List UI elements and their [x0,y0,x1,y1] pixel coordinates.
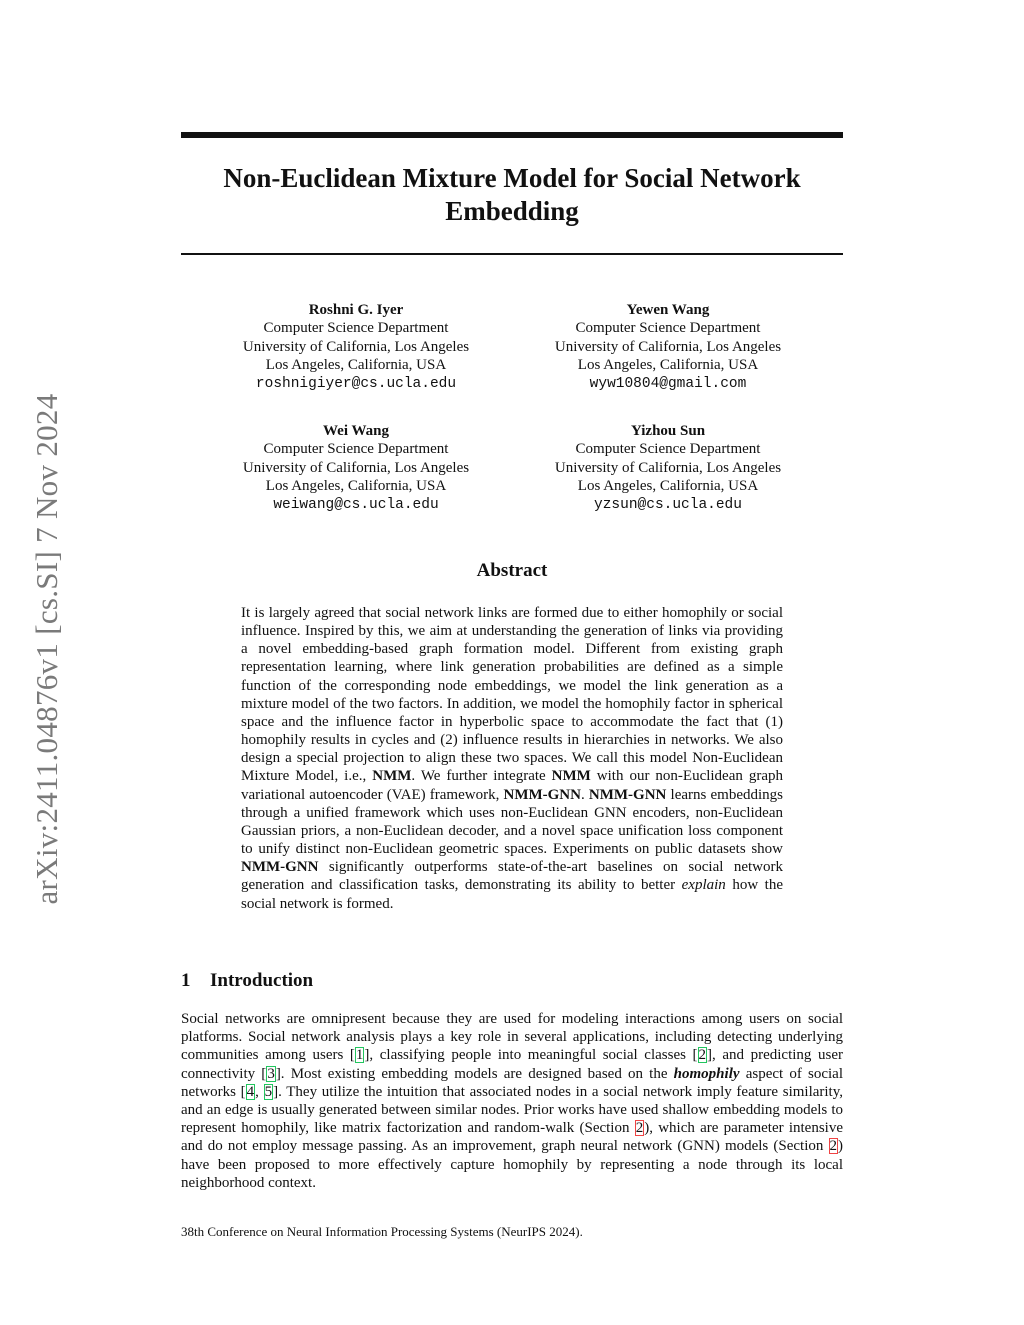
author-email[interactable]: wyw10804@gmail.com [589,375,747,392]
author-location: Los Angeles, California, USA [265,357,447,374]
model-name-nmm-gnn: NMM-GNN [588,786,667,803]
title-line-1: Non-Euclidean Mixture Model for Social Network [223,163,801,193]
conference-footnote: 38th Conference on Neural Information Processing Systems (NeurIPS 2024). [181,1224,583,1239]
author-department: Computer Science Department [575,320,761,337]
author-name: Wei Wang [323,423,389,439]
author-location: Los Angeles, California, USA [577,357,759,374]
title-rule-top [181,132,843,138]
model-name-nmm: NMM [551,768,591,785]
abstract-text: significantly outperforms state-of-the-art baselines on social network generation and classification tasks, demonstrating its ability to better [241,859,783,894]
citation-link[interactable]: 1 [355,1047,364,1064]
title-rule-bottom [181,253,843,255]
author-location: Los Angeles, California, USA [577,478,759,495]
intro-text: Social networks are omnipresent because they are used for modeling interactions among users on social platforms. Social network analysis plays a key role in several applications, including detecting underlying communities among users [ [181,1011,843,1064]
citation-link[interactable]: 2 [698,1047,707,1064]
author-university: University of California, Los Angeles [554,338,782,355]
abstract-text: . We further integrate [411,768,552,785]
section-heading [181,970,313,992]
model-name-nmm: NMM [372,768,412,785]
author-department: Computer Science Department [263,320,449,337]
intro-text: ], classifying people into meaningful social classes [ [364,1047,698,1064]
citation-link[interactable]: 5 [264,1083,273,1100]
section-reference-link[interactable]: 2 [829,1138,837,1155]
section-number: 1 [181,970,191,991]
intro-text: ), which are parameter intensive and do not employ message passing. As an improvement, graph neural network (GNN) models (Section [181,1120,843,1155]
author-department: Computer Science Department [575,441,761,458]
emphasis-explain: explain [681,877,726,894]
abstract-heading: Abstract [476,560,548,581]
section-title: Introduction [210,970,314,991]
author-department: Computer Science Department [263,441,449,458]
section-reference-link[interactable]: 2 [635,1120,644,1137]
abstract-text: It is largely agreed that social network links are formed due to either homophily or social influence. Inspired by this, we aim at understanding the generation of links via providing a novel embedding-based graph formation model. Different from existing graph representation learning, where link generation probabilities are defined as a simple function of the corresponding node embeddings, we model the link generation as a mixture model of the two factors. In addition, we model the homophily factor in spherical space and the influence factor in hyperbolic space to accommodate the fact that (1) homophily results in cycles and (2) influence results in hierarchies in networks. We also design a special projection to align these two spaces. We call this model Non-Euclidean Mixture Model, i.e., [241,605,783,785]
author-name: Roshni G. Iyer [308,302,404,318]
intro-text: aspect of social networks [ [181,1065,843,1100]
abstract-text: how the social network is formed. [241,877,783,912]
author-email[interactable]: yzsun@cs.ucla.edu [594,496,742,513]
paper-title [181,162,843,228]
citation-link[interactable]: 3 [267,1065,275,1082]
author-email[interactable]: roshnigiyer@cs.ucla.edu [255,375,457,392]
author-university: University of California, Los Angeles [554,459,782,476]
author-block-1 [206,301,506,393]
arxiv-identifier: arXiv:2411.04876v1 [cs.SI] 7 Nov 2024 [29,393,64,905]
intro-text: ], and predicting user connectivity [ [181,1047,844,1082]
author-block-2 [518,301,818,393]
author-email[interactable]: weiwang@cs.ucla.edu [273,496,439,513]
intro-text: ) have been proposed to more effectively capture homophily by representing a node through its local neighborhood context. [181,1138,843,1191]
author-name: Yewen Wang [626,302,710,318]
author-name: Yizhou Sun [630,423,706,439]
abstract-text: . [580,786,589,803]
author-university: University of California, Los Angeles [242,459,470,476]
intro-text: ]. Most existing embedding models are designed based on the [275,1065,674,1082]
intro-text: , [255,1083,264,1100]
author-university: University of California, Los Angeles [242,338,470,355]
author-block-4 [518,422,818,514]
abstract-text: with our non-Euclidean graph variational autoencoder (VAE) framework, [241,768,784,803]
abstract-body [241,604,783,913]
introduction-body [181,1010,843,1192]
emphasis-homophily: homophily [673,1065,740,1082]
title-line-2: Embedding [445,196,579,226]
citation-link[interactable]: 4 [246,1083,255,1100]
author-location: Los Angeles, California, USA [265,478,447,495]
author-block-3 [206,422,506,514]
model-name-nmm-gnn: NMM-GNN [503,786,581,803]
intro-text: ]. They utilize the intuition that associated nodes in a social network imply feature similarity, and an edge is usually generated between similar nodes. Prior works have used shallow embedding models to represent homophily, like matrix factorization and random-walk (Section [181,1083,843,1137]
model-name-nmm-gnn: NMM-GNN [241,859,319,876]
abstract-text: learns embeddings through a unified framework which uses non-Euclidean GNN encoders, non-Euclidean Gaussian priors, a non-Euclidean decoder, and a novel space unification loss component to unify distinct non-Euclidean geometric spaces. Experiments on public datasets show [241,786,783,858]
